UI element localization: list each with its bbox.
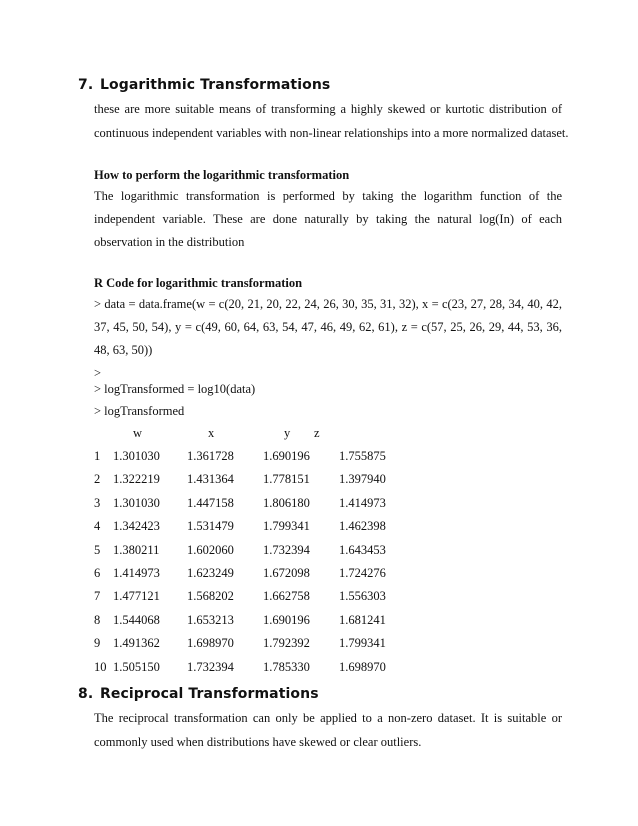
howto-line-2: independent variable. These are done naturally by taking the natural log(In) of each <box>94 212 562 226</box>
table-header-x: x <box>208 426 215 440</box>
table-cell: 1.431364 <box>187 472 234 486</box>
table-row-index: 6 <box>94 566 101 580</box>
table-header-w: w <box>133 426 143 440</box>
table-cell: 1.602060 <box>187 543 234 557</box>
table-cell: 1.447158 <box>187 496 234 510</box>
table-cell: 1.799341 <box>339 636 386 650</box>
table-cell: 1.342423 <box>113 519 160 533</box>
section-7-intro-line-2: continuous independent variables with non-linear relationships into a more normalized dataset. <box>94 126 569 140</box>
table-cell: 1.491362 <box>113 636 160 650</box>
code-line-3: 48, 63, 50)) <box>94 343 153 357</box>
table-cell: 1.778151 <box>263 472 310 486</box>
table-cell: 1.462398 <box>339 519 386 533</box>
section-8-intro-line-2: commonly used when distributions have skewed or clear outliers. <box>94 735 422 749</box>
table-cell: 1.698970 <box>339 660 386 674</box>
section-7-heading <box>78 77 330 93</box>
section-7-number: 7. <box>78 77 94 93</box>
table-cell: 1.623249 <box>187 566 234 580</box>
table-cell: 1.556303 <box>339 589 386 603</box>
table-cell: 1.397940 <box>339 472 386 486</box>
table-cell: 1.724276 <box>339 566 386 580</box>
rcode-subheading: R Code for logarithmic transformation <box>94 276 303 290</box>
code-line-6: > logTransformed <box>94 404 185 418</box>
table-cell: 1.301030 <box>113 496 160 510</box>
table-cell: 1.792392 <box>263 636 310 650</box>
section-7-intro-line-1: these are more suitable means of transforming a highly skewed or kurtotic distribution of <box>94 102 562 116</box>
table-cell: 1.690196 <box>263 449 310 463</box>
howto-line-3: observation in the distribution <box>94 235 245 249</box>
table-row-index: 7 <box>94 589 101 603</box>
table-cell: 1.681241 <box>339 613 386 627</box>
table-cell: 1.690196 <box>263 613 310 627</box>
table-row-index: 2 <box>94 472 101 486</box>
table-cell: 1.544068 <box>113 613 160 627</box>
table-cell: 1.799341 <box>263 519 310 533</box>
table-row-index: 1 <box>94 449 101 463</box>
table-row-index: 10 <box>94 660 107 674</box>
code-line-5: > logTransformed = log10(data) <box>94 382 256 396</box>
howto-subheading: How to perform the logarithmic transformation <box>94 168 350 182</box>
table-cell: 1.732394 <box>187 660 234 674</box>
table-cell: 1.568202 <box>187 589 234 603</box>
section-8-heading <box>78 686 319 702</box>
table-cell: 1.662758 <box>263 589 310 603</box>
table-row-index: 9 <box>94 636 101 650</box>
table-cell: 1.477121 <box>113 589 160 603</box>
table-row-index: 5 <box>94 543 101 557</box>
code-line-1: > data = data.frame(w = c(20, 21, 20, 22, 24, 26, 30, 35, 31, 32), x = c(23, 27, 28, 34, 40, 42, <box>94 297 562 311</box>
table-cell: 1.806180 <box>263 496 310 510</box>
table-cell: 1.322219 <box>113 472 160 486</box>
table-cell: 1.414973 <box>113 566 160 580</box>
section-8-intro-line-1: The reciprocal transformation can only be applied to a non-zero dataset. It is suitable or <box>94 711 562 725</box>
table-cell: 1.301030 <box>113 449 160 463</box>
section-7-title: Logarithmic Transformations <box>99 77 331 93</box>
table-cell: 1.653213 <box>187 613 234 627</box>
howto-line-1: The logarithmic transformation is performed by taking the logarithm function of the <box>94 189 562 203</box>
table-cell: 1.505150 <box>113 660 160 674</box>
table-cell: 1.672098 <box>263 566 310 580</box>
table-row-index: 8 <box>94 613 101 627</box>
table-header-y: y <box>284 426 291 440</box>
section-8-title: Reciprocal Transformations <box>99 686 319 702</box>
section-8-number: 8. <box>78 686 94 702</box>
table-cell: 1.755875 <box>339 449 386 463</box>
table-cell: 1.785330 <box>263 660 310 674</box>
table-row-index: 4 <box>94 519 101 533</box>
code-line-4: > <box>94 366 102 380</box>
table-cell: 1.643453 <box>339 543 386 557</box>
table-cell: 1.732394 <box>263 543 310 557</box>
table-row-index: 3 <box>94 496 101 510</box>
table-cell: 1.531479 <box>187 519 234 533</box>
table-cell: 1.361728 <box>187 449 234 463</box>
table-cell: 1.414973 <box>339 496 386 510</box>
table-header-z: z <box>314 426 320 440</box>
table-cell: 1.380211 <box>113 543 160 557</box>
code-line-2: 37, 45, 50, 54), y = c(49, 60, 64, 63, 54, 47, 46, 49, 62, 61), z = c(57, 25, 26, 29, 44, 53, 36, <box>94 320 562 334</box>
table-cell: 1.698970 <box>187 636 234 650</box>
